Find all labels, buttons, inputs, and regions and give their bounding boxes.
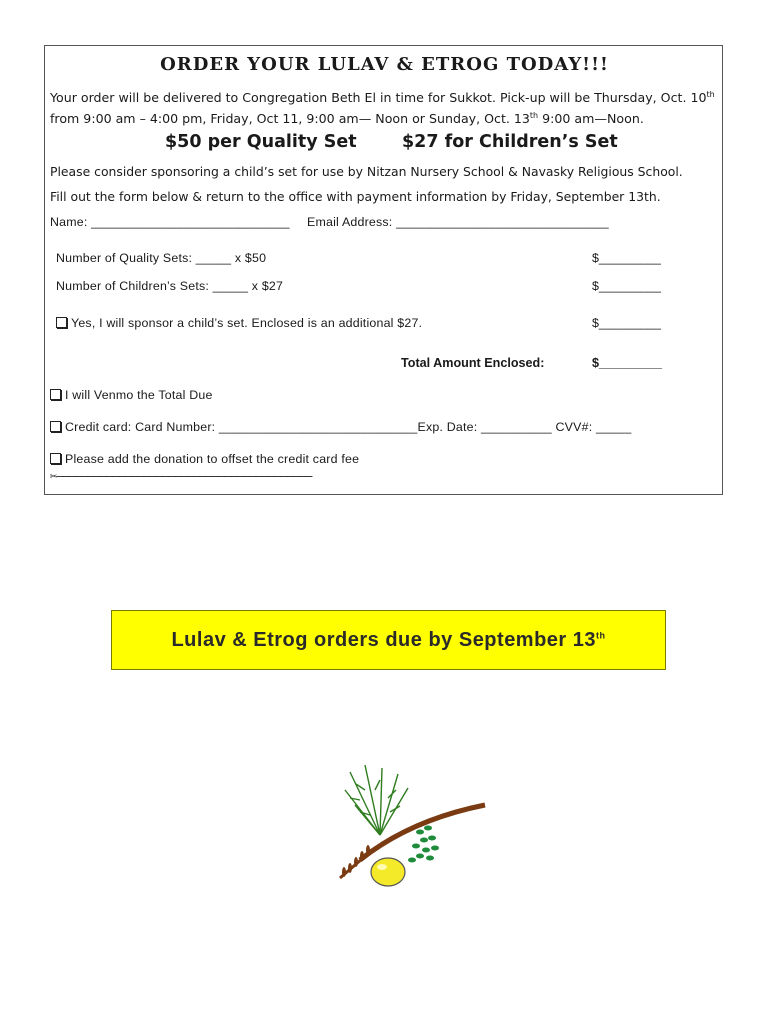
venmo-option[interactable] [50,388,213,402]
etrog-highlight-icon [377,864,387,870]
banner-main-text: Lulav & Etrog orders due by September 13 [171,628,597,651]
credit-card-option[interactable] [50,420,631,434]
children-sets-amount[interactable]: $_________ [592,279,661,293]
lulav-etrog-icon [320,760,495,895]
myrtle-leaves-icon [408,826,439,863]
price-childrens-set: $27 for Children’s Set [402,132,618,152]
palm-frond-icon [345,765,408,835]
banner-text [171,629,605,652]
etrog-icon [371,858,405,886]
total-label: Total Amount Enclosed: [401,356,545,370]
price-quality-set: $50 per Quality Set [165,132,357,152]
total-amount[interactable]: $_________ [592,356,663,370]
checkbox-icon[interactable] [50,453,61,464]
quality-sets-field[interactable]: Number of Quality Sets: _____ x $50 [56,251,267,265]
order-form [44,45,723,495]
sponsor-amount[interactable]: $_________ [592,316,661,330]
due-date-banner [111,610,666,670]
intro-sup-1: th [706,90,715,99]
lulav-etrog-svg [320,760,495,895]
children-sets-field[interactable]: Number of Children’s Sets: _____ x $27 [56,279,284,293]
cut-line: ✂————————————————————————————————————————— [50,469,312,483]
sponsor-text: Please consider sponsoring a child’s set for use by Nitzan Nursery School & Navasky Religious School. [50,164,683,179]
fee-option[interactable] [50,452,359,466]
checkbox-icon[interactable] [56,317,67,328]
checkbox-icon[interactable] [50,389,61,400]
sponsor-option[interactable] [56,316,422,330]
fee-label: Please add the donation to offset the credit card fee [65,452,360,466]
intro-part-3: 9:00 am—Noon. [538,111,644,127]
fill-instructions: Fill out the form below & return to the office with payment information by Friday, September 13th. [50,189,661,204]
venmo-label: I will Venmo the Total Due [65,388,213,402]
credit-card-label: Credit card: Card Number: ____________________________Exp. Date: __________ CVV#: _____ [65,420,632,434]
intro-part-2: from 9:00 am – 4:00 pm, Friday, Oct 11, 9:00 am— Noon or Sunday, Oct. 13 [50,111,530,127]
name-field[interactable]: Name: ____________________________ [50,215,290,229]
quality-sets-amount[interactable]: $_________ [592,251,661,265]
intro-part-1: Your order will be delivered to Congregation Beth El in time for Sukkot. Pick-up will be Thursday, Oct. 10 [50,90,707,106]
sponsor-checkbox-label: Yes, I will sponsor a child’s set. Enclosed is an additional $27. [71,316,423,330]
intro-text [50,86,720,128]
checkbox-icon[interactable] [50,421,61,432]
intro-sup-2: th [529,111,539,121]
banner-sup: th [596,629,606,640]
email-field[interactable]: Email Address: ______________________________ [307,215,609,229]
form-title: ORDER YOUR LULAV & ETROG TODAY!!! [160,54,609,75]
